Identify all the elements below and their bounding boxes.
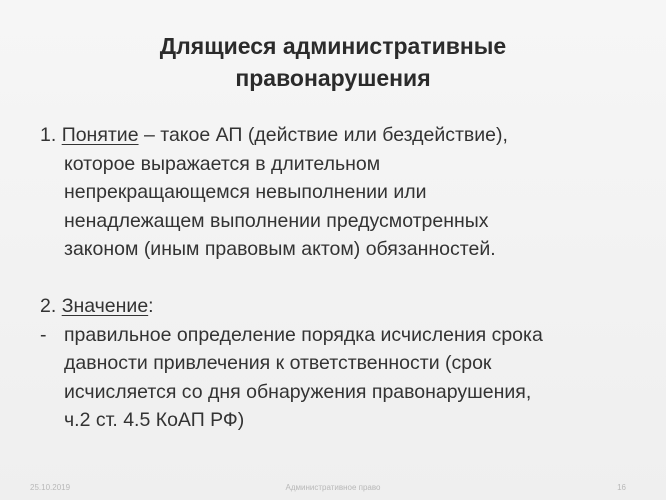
point-concept-line-1: – такое АП (действие или бездействие), (138, 124, 508, 146)
meaning-line-1: правильное определение порядка исчисления срока (64, 323, 543, 346)
footer-caption: Административное право (285, 483, 381, 492)
point-meaning (40, 292, 630, 435)
point-concept-first-line (40, 121, 630, 150)
term-meaning: Значение (61, 295, 149, 317)
dash-bullet: - (40, 323, 47, 346)
meaning-line-3: исчисляется со дня обнаружения правонарушения, (64, 380, 532, 403)
term-meaning-colon: : (148, 295, 154, 317)
title-line-2: правонарушения (235, 65, 431, 91)
point-concept-line-5: законом (иным правовым актом) обязанностей. (64, 238, 496, 260)
title-line-1: Длящиеся административные (159, 33, 507, 59)
footer-date: 25.10.2019 (30, 483, 71, 492)
point-number: 1. (40, 124, 62, 146)
point-concept-line-2: которое выражается в длительном (64, 152, 381, 175)
point-concept-line-4: ненадлежащем выполнении предусмотренных (64, 209, 489, 232)
slide-title (0, 30, 666, 94)
meaning-line-4: ч.2 ст. 4.5 КоАП РФ) (64, 409, 245, 431)
meaning-line-2: давности привлечения к ответственности (срок (64, 352, 492, 374)
point-number: 2. (40, 295, 62, 317)
footer-page-number: 16 (617, 483, 626, 492)
point-meaning-heading (40, 292, 630, 321)
point-concept (40, 121, 630, 264)
meaning-list-item (40, 321, 630, 435)
point-concept-line-3: непрекращающемся невыполнении или (64, 181, 427, 203)
term-concept: Понятие (61, 124, 139, 146)
